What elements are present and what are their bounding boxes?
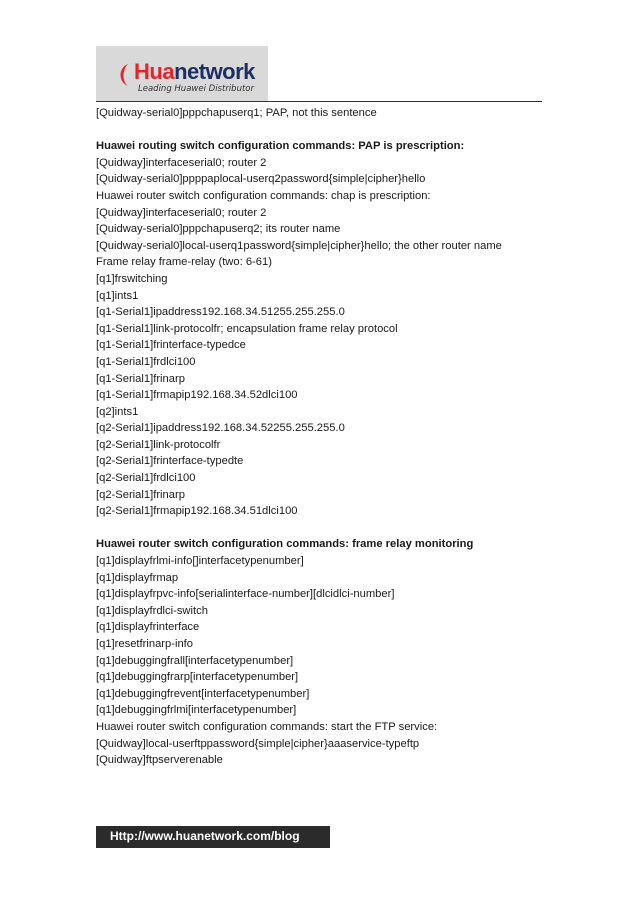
section-heading: Huawei routing switch configuration commands: PAP is prescription:	[96, 140, 465, 153]
text-line: [Quidway]interfaceserial0; router 2	[96, 206, 267, 219]
text-line: [Quidway]ftpserverenable	[96, 754, 223, 767]
text-line: [q1]displayfrpvc-info[serialinterface-number][dlcidlci-number]	[96, 588, 395, 601]
text-line: [Quidway]interfaceserial0; router 2	[96, 156, 267, 169]
text-line: Huawei router switch configuration commands: chap is prescription:	[96, 189, 431, 202]
text-line: [q2-Serial1]frinterface-typedte	[96, 455, 244, 468]
text-line: [q2-Serial1]frdlci100	[96, 472, 196, 485]
logo-tagline: Leading Huawei Distributor	[138, 84, 254, 94]
text-line: [q1]debuggingfrarp[interfacetypenumber]	[96, 671, 299, 684]
text-line: [Quidway-serial0]pppchapuserq1; PAP, not this sentence	[96, 107, 377, 119]
text-line: [q1]debuggingfrevent[interfacetypenumber]	[96, 687, 310, 700]
text-line: [q2-Serial1]link-protocolfr	[96, 438, 221, 451]
swoosh-icon	[116, 62, 132, 88]
paragraph-gap	[96, 122, 556, 139]
footer-banner	[96, 826, 330, 848]
text-line: [q1-Serial1]link-protocolfr; encapsulation frame relay protocol	[96, 322, 398, 335]
header-divider	[96, 101, 542, 102]
text-line: [q1-Serial1]frdlci100	[96, 355, 196, 368]
text-line: [Quidway-serial0]ppppaplocal-userq2password{simple|cipher}hello	[96, 173, 426, 186]
text-line: [q1-Serial1]ipaddress192.168.34.51255.255.255.0	[96, 306, 345, 319]
text-line: [Quidway-serial0]local-userq1password{simple|cipher}hello; the other router name	[96, 239, 502, 252]
footer-url: Http://www.huanetwork.com/blog	[110, 829, 300, 843]
text-line: Huawei router switch configuration commands: start the FTP service:	[96, 720, 438, 733]
text-line: [q1]ints1	[96, 289, 139, 302]
section-heading: Huawei router switch configuration commands: frame relay monitoring	[96, 538, 474, 551]
document-body	[96, 105, 556, 769]
text-line: [q2-Serial1]frinarp	[96, 488, 185, 501]
text-line: [Quidway-serial0]pppchapuserq2; its router name	[96, 223, 341, 236]
paragraph-gap	[96, 520, 556, 537]
text-line: [q1-Serial1]frinarp	[96, 372, 185, 385]
text-line: [q1]displayfrmap	[96, 571, 179, 584]
logo-wordmark: Huanetwork	[134, 59, 255, 84]
text-line: [q1]debuggingfrall[interfacetypenumber]	[96, 654, 294, 667]
text-line: [q1-Serial1]frmapip192.168.34.52dlci100	[96, 389, 298, 402]
text-line: [q1]resetfrinarp-info	[96, 638, 194, 650]
text-line: [q2]ints1	[96, 405, 139, 418]
text-line: [q1]frswitching	[96, 272, 168, 285]
text-line: [q1]displayfrinterface	[96, 621, 200, 634]
text-line: [q2-Serial1]ipaddress192.168.34.52255.255.255.0	[96, 422, 345, 435]
text-line: [q2-Serial1]frmapip192.168.34.51dlci100	[96, 505, 298, 518]
text-line: Frame relay frame-relay (two: 6-61)	[96, 256, 272, 269]
text-line: [Quidway]local-userftppassword{simple|cipher}aaaservice-typeftp	[96, 737, 420, 750]
text-line: [q1-Serial1]frinterface-typedce	[96, 339, 246, 352]
text-line: [q1]displayfrlmi-info[]interfacetypenumber]	[96, 555, 304, 568]
text-line: [q1]displayfrdlci-switch	[96, 604, 208, 617]
header-logo	[96, 46, 268, 101]
text-line: [q1]debuggingfrlmi[interfacetypenumber]	[96, 704, 297, 717]
